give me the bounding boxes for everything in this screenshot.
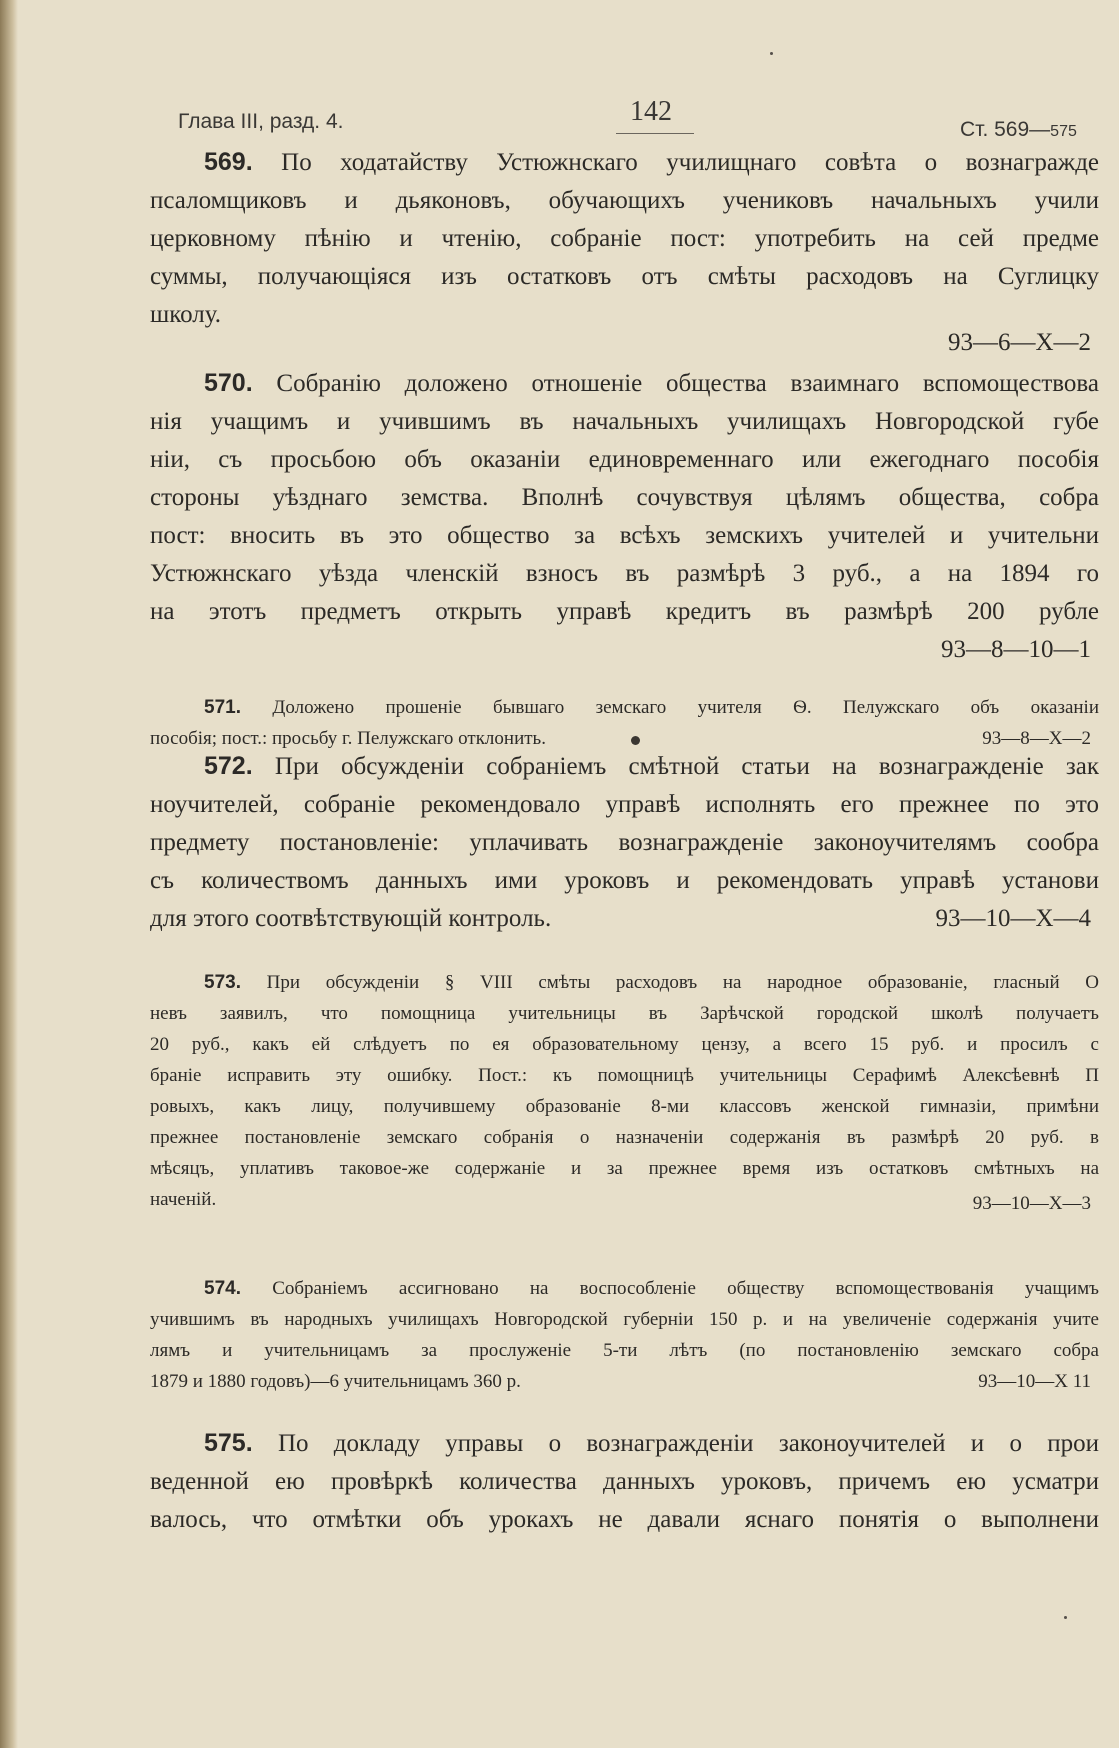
entry-line: веденной ею провѣркѣ количества данныхъ уроковъ, причемъ ею усматри: [150, 1468, 1099, 1495]
entry-line: 570. Собранію доложено отношеніе общества взаимнаго вспомоществова: [204, 369, 1099, 397]
entry-570: [150, 364, 1099, 669]
paper-speck: [770, 52, 773, 55]
entry-line: суммы, получающіяся изъ остатковъ отъ смѣты расходовъ на Суглицку: [150, 263, 1099, 290]
entry-line: ноучителей, собраніе рекомендовало управѣ исполнять его прежнее по это: [150, 791, 1099, 818]
entry-reference: 93—10—X 11: [978, 1371, 1091, 1392]
entry-number: 574.: [204, 1278, 241, 1299]
ink-dot: [631, 736, 640, 745]
entry-line: браніе исправить эту ошибку. Пост.: къ помощницѣ учительницы Серафимѣ Алексѣевнѣ П: [150, 1065, 1099, 1086]
entry-line: наченій. 93—10—X—3: [150, 1184, 1099, 1215]
entry-line: невъ заявилъ, что помощница учительницы въ Зарѣчской городской школѣ получаетъ: [150, 1003, 1099, 1024]
entry-line: мѣсяцъ, уплативъ таковое-же содержаніе и за прежнее время изъ остатковъ смѣтныхъ на: [150, 1158, 1099, 1179]
entry-line: 20 руб., какъ ей слѣдуетъ по ея образовательному цензу, а всего 15 руб. и просилъ с: [150, 1034, 1099, 1055]
entry-line: валось, что отмѣтки объ урокахъ не давали яснаго понятія о выполнени: [150, 1506, 1099, 1533]
entry-line: 572. При обсужденіи собраніемъ смѣтной статьи на вознагражденіе зак: [204, 752, 1099, 780]
entry-reference: 93—6—X—2: [947, 329, 1091, 356]
entry-line: 574. Собраніемъ ассигновано на воспособленіе обществу вспомоществованія учащимъ: [204, 1278, 1099, 1299]
entry-line: церковному пѣнію и чтенію, собраніе пост: употребить на сей предме: [150, 225, 1099, 252]
entry-number: 573.: [204, 972, 241, 993]
entry-number: 571.: [204, 697, 241, 718]
entry-line: на этотъ предметъ открыть управѣ кредитъ въ размѣрѣ 200 рубле: [150, 598, 1099, 625]
entry-line: псаломщиковъ и дьяконовъ, обучающихъ учениковъ начальныхъ учили: [150, 187, 1099, 214]
entry-line: прежнее постановленіе земскаго собранія о назначеніи содержанія въ размѣрѣ 20 руб. в: [150, 1127, 1099, 1148]
entry-571: [150, 692, 1099, 754]
article-range-end: 575: [1050, 123, 1077, 140]
page-number: 142: [630, 96, 672, 127]
entry-575: [150, 1424, 1099, 1539]
entry-number: 575.: [204, 1429, 253, 1457]
entry-573: [150, 967, 1099, 1215]
entry-line: лямъ и учительницамъ за прослуженіе 5-ти лѣтъ (по постановленію земскаго собра: [150, 1340, 1099, 1361]
chapter-header: Глава III, разд. 4.: [178, 110, 344, 133]
entry-574: [150, 1273, 1099, 1397]
entry-line: ніи, съ просьбою объ оказаніи единовременнаго или ежегоднаго пособія: [150, 446, 1099, 473]
entry-line: 569. По ходатайству Устюжнскаго училищнаго совѣта о вознагражде: [204, 148, 1099, 176]
paper-speck: [1064, 1616, 1067, 1619]
entry-number: 570.: [204, 369, 253, 397]
entry-line: нія учащимъ и учившимъ въ начальныхъ училищахъ Новгородской губе: [150, 408, 1099, 435]
entry-line: 575. По докладу управы о вознагражденіи законоучителей и о прои: [204, 1429, 1099, 1457]
article-range-header: [960, 118, 1077, 142]
entry-reference: 93—10—X—3: [972, 1193, 1091, 1214]
entry-line: съ количествомъ данныхъ ими уроковъ и рекомендовать управѣ установи: [150, 867, 1099, 894]
entry-line: Устюжнскаго уѣзда членскій взносъ въ размѣрѣ 3 руб., а на 1894 го: [150, 560, 1099, 587]
entry-line: 1879 и 1880 годовъ)—6 учительницамъ 360 р. 93—10—X 11: [150, 1366, 1099, 1397]
entry-number: 572.: [204, 752, 253, 780]
entry-line: 571. Доложено прошеніе бывшаго земскаго учителя Ѳ. Пелужскаго объ оказаніи: [204, 697, 1099, 718]
entry-reference: 93—10—X—4: [935, 905, 1091, 932]
page-number-rule: [616, 133, 694, 134]
entry-line: для этого соотвѣтствующій контроль. 93—10—X—4: [150, 900, 1099, 938]
entry-reference: 93—8—10—1: [941, 636, 1091, 663]
entry-line: школу.: [150, 301, 222, 328]
entry-line: пособія; пост.: просьбу г. Пелужскаго отклонить. 93—8—X—2: [150, 723, 1099, 754]
article-range-main: Ст. 569—: [960, 118, 1051, 141]
entry-line: стороны уѣзднаго земства. Вполнѣ сочувствуя цѣлямъ общества, собра: [150, 484, 1099, 511]
entry-number: 569.: [204, 148, 253, 176]
entry-reference: 93—8—X—2: [982, 728, 1091, 749]
entry-line: 573. При обсужденіи § VIII смѣты расходовъ на народное образованіе, гласный О: [204, 972, 1099, 993]
entry-572: [150, 747, 1099, 938]
entry-line: ровыхъ, какъ лицу, получившему образованіе 8-ми классовъ женской гимназіи, примѣни: [150, 1096, 1099, 1117]
entry-line: пост: вносить въ это общество за всѣхъ земскихъ учителей и учительни: [150, 522, 1099, 549]
entry-line: учившимъ въ народныхъ училищахъ Новгородской губерніи 150 р. и на увеличеніе содержанія учите: [150, 1309, 1099, 1330]
entry-569: [150, 143, 1099, 362]
entry-line: предмету постановленіе: уплачивать вознагражденіе законоучителямъ сообра: [150, 829, 1099, 856]
